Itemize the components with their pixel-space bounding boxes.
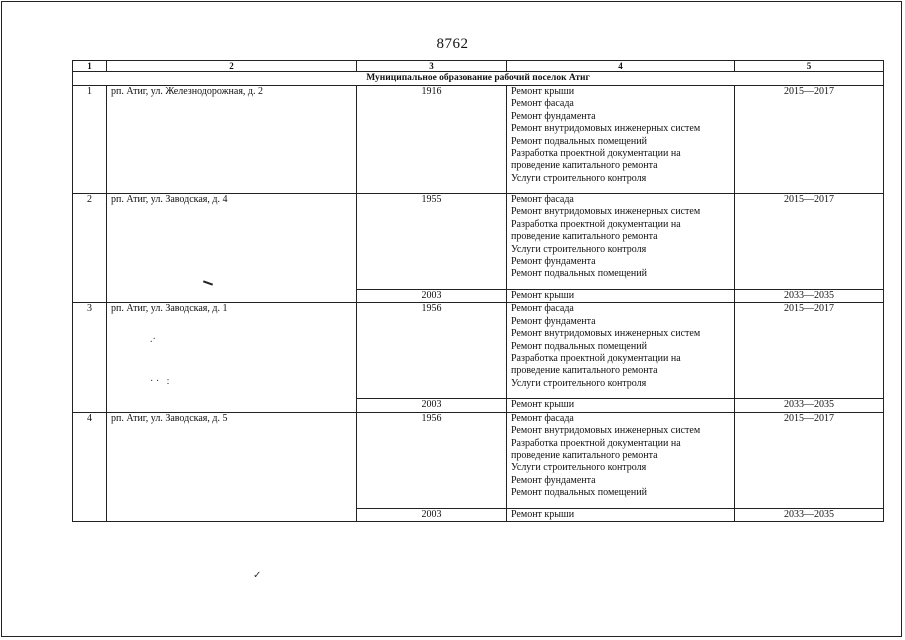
work-item: проведение капитального ремонта bbox=[511, 160, 658, 172]
work-item: Ремонт внутридомовых инженерных систем bbox=[511, 123, 701, 135]
construction-year: 2003 bbox=[357, 508, 507, 521]
table-row bbox=[73, 86, 884, 194]
work-item: Ремонт подвальных помещений bbox=[511, 487, 647, 499]
work-item: Ремонт фундамента bbox=[511, 110, 596, 122]
work-item: Разработка проектной документации на bbox=[511, 218, 681, 230]
work-item: Ремонт подвальных помещений bbox=[511, 268, 647, 280]
work-item: Ремонт подвальных помещений bbox=[511, 135, 647, 147]
work-item: проведение капитального ремонта bbox=[511, 365, 658, 377]
repair-period: 2015—2017 bbox=[735, 86, 884, 194]
work-item: Ремонт фундамента bbox=[511, 315, 596, 327]
work-item: Ремонт фундамента bbox=[511, 474, 596, 486]
work-item: Разработка проектной документации на bbox=[511, 437, 681, 449]
construction-year: 2003 bbox=[357, 399, 507, 412]
repair-works bbox=[507, 412, 735, 508]
table-row bbox=[73, 194, 884, 290]
work-item: Разработка проектной документации на bbox=[511, 353, 681, 365]
work-item: проведение капитального ремонта bbox=[511, 450, 658, 462]
repair-period: 2033—2035 bbox=[735, 508, 884, 521]
column-header: 2 bbox=[107, 61, 357, 72]
work-item: Ремонт внутридомовых инженерных систем bbox=[511, 328, 701, 340]
work-item: Ремонт внутридомовых инженерных систем bbox=[511, 206, 701, 218]
work-item: Ремонт фасада bbox=[511, 98, 574, 110]
building-address: рп. Атиг, ул. Заводская, д. 4 bbox=[107, 194, 357, 303]
work-item: Ремонт фасада bbox=[511, 303, 574, 315]
building-address: рп. Атиг, ул. Заводская, д. 1 bbox=[107, 303, 357, 412]
works-list bbox=[511, 194, 730, 281]
table-row bbox=[73, 412, 884, 508]
section-row bbox=[73, 72, 884, 86]
repair-works bbox=[507, 194, 735, 290]
work-item: Услуги строительного контроля bbox=[511, 462, 647, 474]
works-list bbox=[511, 413, 730, 500]
column-header: 3 bbox=[357, 61, 507, 72]
work-item: Услуги строительного контроля bbox=[511, 172, 647, 184]
construction-year: 1956 bbox=[357, 303, 507, 399]
table-row bbox=[73, 303, 884, 399]
work-item: Ремонт подвальных помещений bbox=[511, 340, 647, 352]
work-item: Разработка проектной документации на bbox=[511, 148, 681, 160]
column-header: 5 bbox=[735, 61, 884, 72]
scan-mark: .· bbox=[150, 334, 156, 345]
construction-year: 1956 bbox=[357, 412, 507, 508]
repair-period: 2015—2017 bbox=[735, 412, 884, 508]
row-number: 4 bbox=[73, 412, 107, 521]
work-item: Услуги строительного контроля bbox=[511, 377, 647, 389]
work-item: Ремонт фундамента bbox=[511, 256, 596, 268]
building-address: рп. Атиг, ул. Железнодорожная, д. 2 bbox=[107, 86, 357, 194]
work-item: Услуги строительного контроля bbox=[511, 243, 647, 255]
work-item: Ремонт фасада bbox=[511, 412, 574, 424]
work-item: Ремонт фасада bbox=[511, 194, 574, 205]
repair-works: Ремонт крыши bbox=[507, 399, 735, 412]
construction-year: 2003 bbox=[357, 290, 507, 303]
construction-year: 1916 bbox=[357, 86, 507, 194]
row-number: 1 bbox=[73, 86, 107, 194]
repair-schedule-table bbox=[72, 60, 884, 522]
repair-works bbox=[507, 86, 735, 194]
building-address: рп. Атиг, ул. Заводская, д. 5 bbox=[107, 412, 357, 521]
repair-works bbox=[507, 303, 735, 399]
repair-works: Ремонт крыши bbox=[507, 290, 735, 303]
works-list bbox=[511, 86, 730, 185]
works-list bbox=[511, 303, 730, 390]
column-number-row bbox=[73, 61, 884, 72]
repair-period: 2033—2035 bbox=[735, 290, 884, 303]
work-item: Ремонт внутридомовых инженерных систем bbox=[511, 425, 701, 437]
work-item: проведение капитального ремонта bbox=[511, 231, 658, 243]
repair-period: 2015—2017 bbox=[735, 194, 884, 290]
repair-works: Ремонт крыши bbox=[507, 508, 735, 521]
row-number: 3 bbox=[73, 303, 107, 412]
page-number: 8762 bbox=[436, 36, 469, 52]
construction-year: 1955 bbox=[357, 194, 507, 290]
column-header: 4 bbox=[507, 61, 735, 72]
scan-mark: ✓ bbox=[253, 570, 262, 581]
work-item: Ремонт крыши bbox=[511, 86, 575, 97]
row-number: 2 bbox=[73, 194, 107, 303]
repair-period: 2015—2017 bbox=[735, 303, 884, 399]
repair-period: 2033—2035 bbox=[735, 399, 884, 412]
scan-mark: · · : bbox=[150, 376, 170, 387]
section-title: Муниципальное образование рабочий поселок Атиг bbox=[73, 72, 884, 86]
column-header: 1 bbox=[73, 61, 107, 72]
